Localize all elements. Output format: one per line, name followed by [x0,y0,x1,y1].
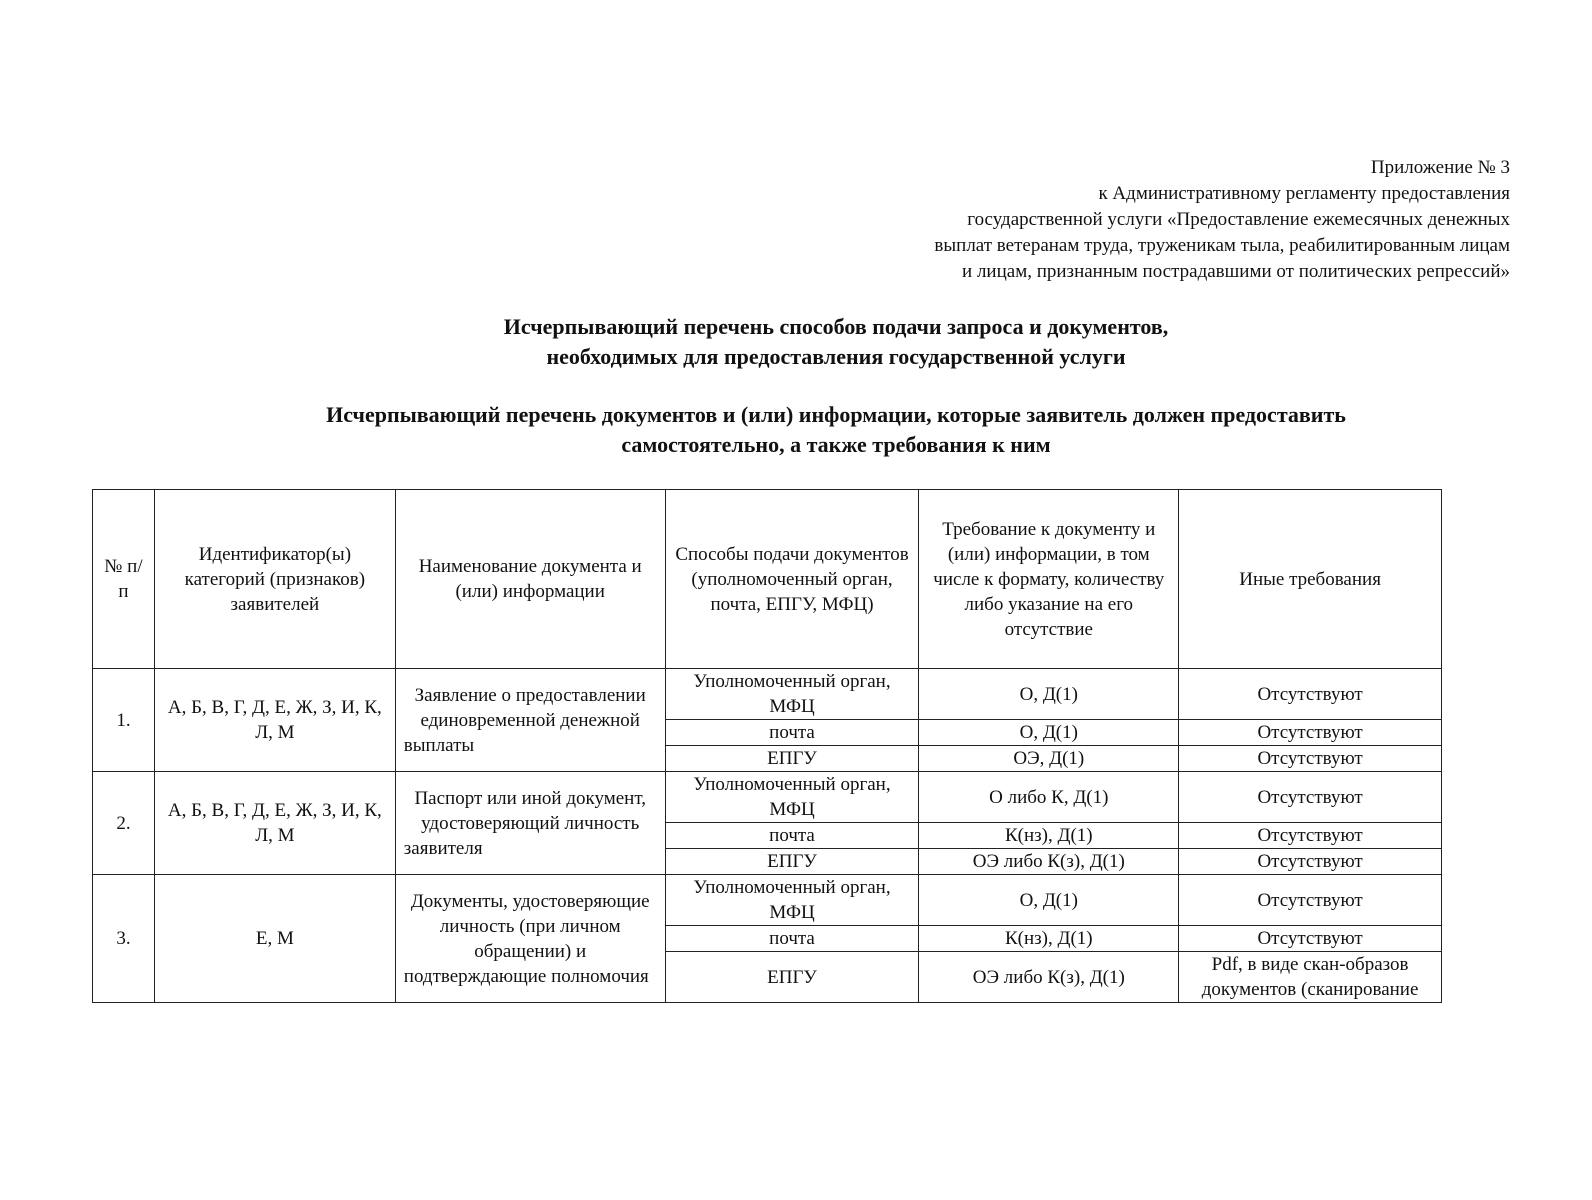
row-method: ЕПГУ [665,952,919,1003]
appendix-line: выплат ветеранам труда, труженикам тыла, реабилитированным лицам [934,235,1510,256]
appendix-line: государственной услуги «Предоставление ежемесячных денежных [967,209,1510,230]
row-requirement: К(нз), Д(1) [919,926,1179,952]
row-other: Pdf, в виде скан-образов документов (сканирование [1179,952,1442,1003]
row-number: 3. [93,875,155,1003]
title-line: Исчерпывающий перечень способов подачи запроса и документов, [503,314,1169,339]
row-document: Документы, удостоверяющие личность (при личном обращении) и подтверждающие полномочия [395,875,665,1003]
row-other: Отсутствуют [1179,926,1442,952]
row-categories: А, Б, В, Г, Д, Е, Ж, З, И, К, Л, М [154,772,395,875]
document-title [40,312,1592,372]
row-method: Уполномоченный орган, МФЦ [665,772,919,823]
row-other: Отсутствуют [1179,669,1442,720]
row-method: Уполномоченный орган, МФЦ [665,875,919,926]
appendix-header [750,155,1510,285]
appendix-number: Приложение № 3 [1370,157,1510,178]
header-number: № п/п [93,490,155,669]
row-method: Уполномоченный орган, МФЦ [665,669,919,720]
row-requirement: К(нз), Д(1) [919,823,1179,849]
row-method: ЕПГУ [665,849,919,875]
documents-table [92,489,1442,1003]
row-other: Отсутствуют [1179,720,1442,746]
row-requirement: ОЭ, Д(1) [919,746,1179,772]
row-method: почта [665,823,919,849]
row-method: почта [665,720,919,746]
row-requirement: ОЭ либо К(з), Д(1) [919,849,1179,875]
header-other: Иные требования [1179,490,1442,669]
row-categories: Е, М [154,875,395,1003]
row-method: почта [665,926,919,952]
table-row [93,772,1442,823]
header-requirement: Требование к документу и (или) информации, в том числе к формату, количеству либо указание на его отсутствие [919,490,1179,669]
table-row [93,875,1442,926]
header-document: Наименование документа и (или) информации [395,490,665,669]
header-methods: Способы подачи документов (уполномоченный орган, почта, ЕПГУ, МФЦ) [665,490,919,669]
title-line: необходимых для предоставления государственной услуги [546,344,1126,369]
title-line: Исчерпывающий перечень документов и (или) информации, которые заявитель должен предоставить [326,402,1346,427]
row-document: Заявление о предоставлении единовременной денежной выплаты [395,669,665,772]
row-number: 2. [93,772,155,875]
row-other: Отсутствуют [1179,772,1442,823]
row-other: Отсутствуют [1179,875,1442,926]
header-categories: Идентификатор(ы) категорий (признаков) заявителей [154,490,395,669]
appendix-line: к Административному регламенту предоставления [1098,183,1510,204]
row-document: Паспорт или иной документ, удостоверяющий личность заявителя [395,772,665,875]
row-requirement: О, Д(1) [919,669,1179,720]
row-requirement: О, Д(1) [919,875,1179,926]
row-other: Отсутствуют [1179,849,1442,875]
section-title [40,400,1592,460]
row-requirement: О либо К, Д(1) [919,772,1179,823]
table-row [93,669,1442,720]
row-requirement: ОЭ либо К(з), Д(1) [919,952,1179,1003]
row-method: ЕПГУ [665,746,919,772]
title-line: самостоятельно, а также требования к ним [621,432,1051,457]
row-other: Отсутствуют [1179,823,1442,849]
row-other: Отсутствуют [1179,746,1442,772]
table-header-row [93,490,1442,669]
row-categories: А, Б, В, Г, Д, Е, Ж, З, И, К, Л, М [154,669,395,772]
row-number: 1. [93,669,155,772]
row-requirement: О, Д(1) [919,720,1179,746]
appendix-line: и лицам, признанным пострадавшими от политических репрессий» [962,261,1510,282]
